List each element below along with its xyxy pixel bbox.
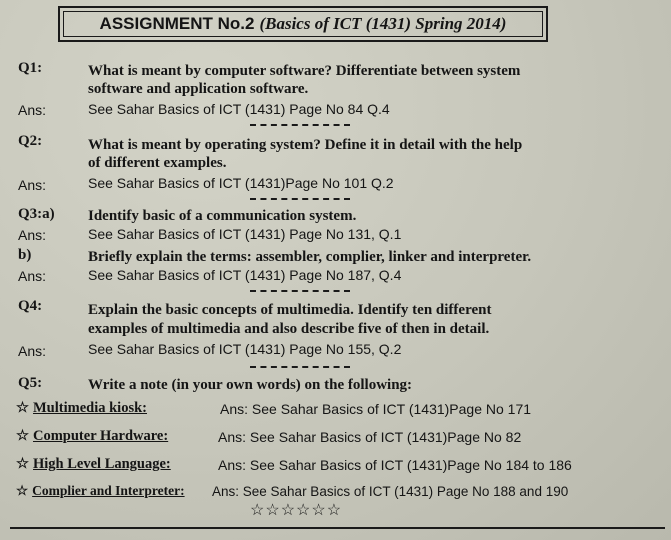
q3b-label: b) (18, 247, 32, 263)
q3a-ans-label: Ans: (18, 227, 47, 243)
q1-line-1: What is meant by computer software? Differentiate between system (88, 63, 521, 79)
q5-item-answer: Ans: See Sahar Basics of ICT (1431)Page No 184 to 186 (218, 457, 572, 473)
star-icon: ☆ (16, 428, 29, 444)
q2-answer: See Sahar Basics of ICT (1431)Page No 101 Q.2 (88, 175, 394, 191)
q2-line-2: of different examples. (88, 155, 227, 171)
q5-item-title (16, 456, 171, 472)
q4-label: Q4: (18, 298, 43, 314)
q5-item-title-text: Multimedia kiosk: (33, 400, 147, 416)
q3a-line-1: Identify basic of a communication system. (88, 208, 357, 224)
q1-separator (250, 124, 350, 126)
q1-ans-label: Ans: (18, 102, 47, 118)
q5-item-title-text: Complier and Interpreter: (32, 483, 185, 498)
q5-item-complier-interpreter (16, 483, 569, 499)
q5-item-title (16, 400, 147, 416)
q2-ans-label: Ans: (18, 177, 47, 193)
q2-line-1: What is meant by operating system? Define it in detail with the help (88, 137, 523, 153)
q5-item-title (16, 428, 168, 444)
q3a-label: Q3:a) (18, 206, 55, 222)
q3-separator (250, 290, 350, 292)
q1-line-2: software and application software. (88, 81, 309, 97)
q5-item-title-text: High Level Language: (33, 456, 171, 472)
q3b-answer: See Sahar Basics of ICT (1431) Page No 187, Q.4 (88, 267, 402, 283)
q5-item-answer: Ans: See Sahar Basics of ICT (1431) Page No 188 and 190 (212, 484, 569, 499)
star-icon: ☆ (16, 483, 29, 498)
q4-ans-label: Ans: (18, 343, 47, 359)
q5-item-answer: Ans: See Sahar Basics of ICT (1431)Page No 171 (220, 401, 532, 417)
q3b-ans-label: Ans: (18, 268, 47, 284)
assignment-title: ASSIGNMENT No.2 (99, 14, 255, 33)
q5-item-title (16, 483, 185, 498)
q5-text: Write a note (in your own words) on the following: (88, 377, 413, 393)
q4-line-2: examples of multimedia and also describe five of then in detail. (88, 321, 490, 337)
q1-label: Q1: (18, 60, 43, 76)
q5-item-computer-hardware (16, 428, 522, 445)
q5-label: Q5: (18, 375, 43, 391)
q2-label: Q2: (18, 133, 43, 149)
q3a-answer: See Sahar Basics of ICT (1431) Page No 131, Q.1 (88, 226, 402, 242)
star-icon: ☆ (16, 456, 29, 472)
assignment-header-inner (63, 11, 543, 37)
q5-item-answer: Ans: See Sahar Basics of ICT (1431)Page No 82 (218, 429, 522, 445)
q3b-line-1: Briefly explain the terms: assembler, complier, linker and interpreter. (88, 249, 532, 265)
q4-answer: See Sahar Basics of ICT (1431) Page No 155, Q.2 (88, 341, 402, 357)
q2-separator (250, 198, 350, 200)
q4-separator (250, 366, 350, 368)
q4-line-1: Explain the basic concepts of multimedia. Identify ten different (88, 302, 492, 318)
footer-rule (10, 527, 665, 529)
assignment-subtitle: (Basics of ICT (1431) Spring 2014) (259, 14, 507, 33)
q5-item-high-level-language (16, 456, 572, 473)
assignment-header (58, 6, 548, 42)
footer-stars: ☆☆☆☆☆☆ (250, 502, 343, 519)
q1-answer: See Sahar Basics of ICT (1431) Page No 84 Q.4 (88, 101, 390, 117)
q5-item-title-text: Computer Hardware: (33, 428, 169, 444)
q5-item-multimedia-kiosk (16, 400, 532, 417)
star-icon: ☆ (16, 400, 29, 416)
